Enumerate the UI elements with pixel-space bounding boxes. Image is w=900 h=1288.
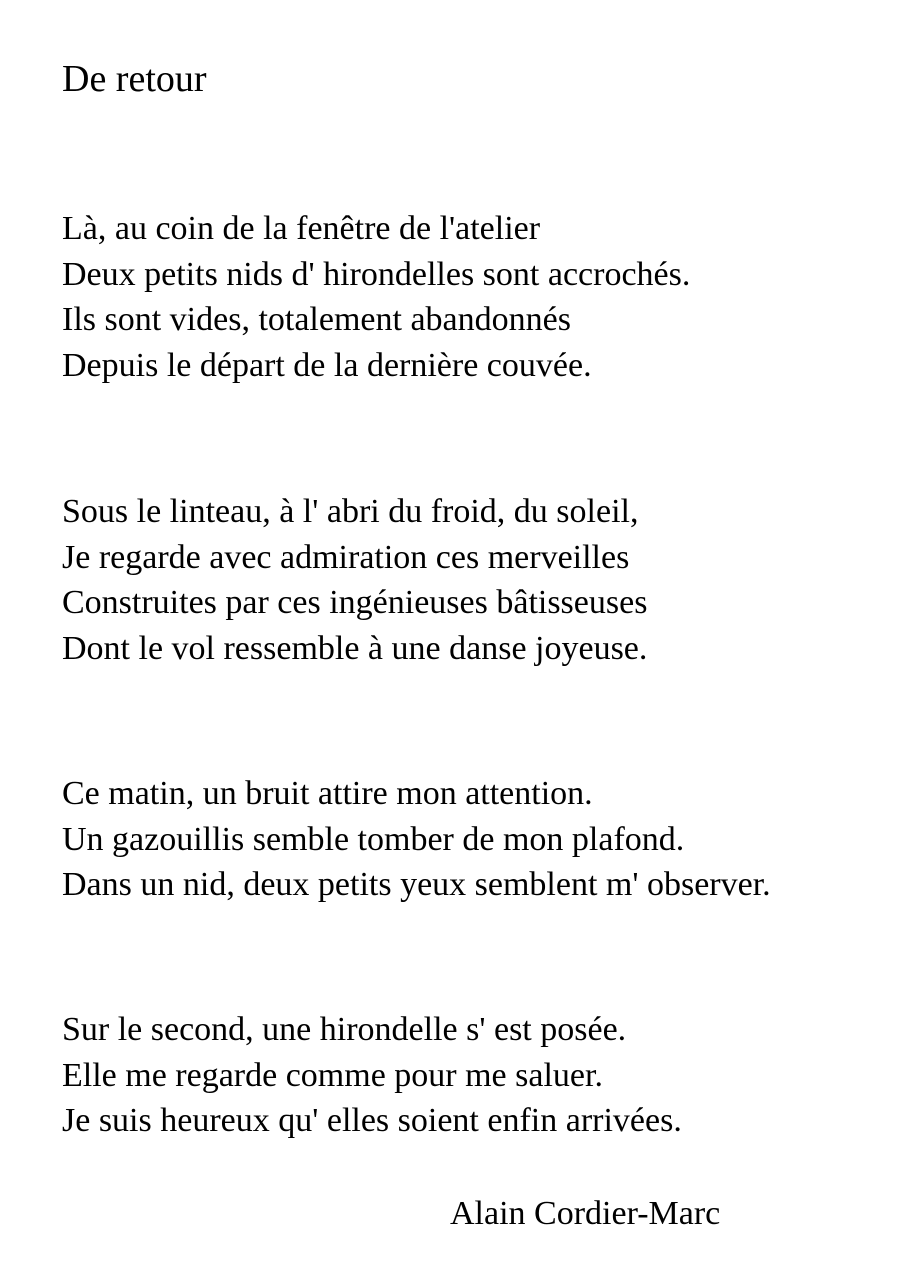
poem-line: Là, au coin de la fenêtre de l'atelier [62, 210, 541, 247]
poem-line: Dans un nid, deux petits yeux semblent m' observer. [62, 866, 771, 903]
stanza-2 [62, 489, 647, 671]
stanza-3 [62, 771, 771, 908]
poem-title: De retour [62, 58, 207, 100]
poem-line: Dont le vol ressemble à une danse joyeuse. [62, 629, 648, 667]
stanza-1 [62, 206, 690, 388]
poem-line: Depuis le départ de la dernière couvée. [62, 346, 592, 384]
poem-line: Un gazouillis semble tomber de mon plafond. [62, 820, 685, 858]
poem-line: Construites par ces ingénieuses bâtisseuses [62, 584, 648, 621]
poem-line: Deux petits nids d' hirondelles sont accrochés. [62, 255, 691, 293]
poem-line: Ils sont vides, totalement abandonnés [62, 301, 571, 338]
poem-line: Je suis heureux qu' elles soient enfin arrivées. [62, 1102, 682, 1139]
author-signature: Alain Cordier-Marc [450, 1195, 721, 1232]
poem-line: Elle me regarde comme pour me saluer. [62, 1056, 603, 1094]
poem-line: Sous le linteau, à l' abri du froid, du soleil, [62, 493, 639, 530]
poem-line: Je regarde avec admiration ces merveilles [62, 538, 630, 576]
stanza-4 [62, 1007, 682, 1144]
poem-line: Sur le second, une hirondelle s' est posée. [62, 1011, 627, 1048]
poem-line: Ce matin, un bruit attire mon attention. [62, 775, 593, 812]
